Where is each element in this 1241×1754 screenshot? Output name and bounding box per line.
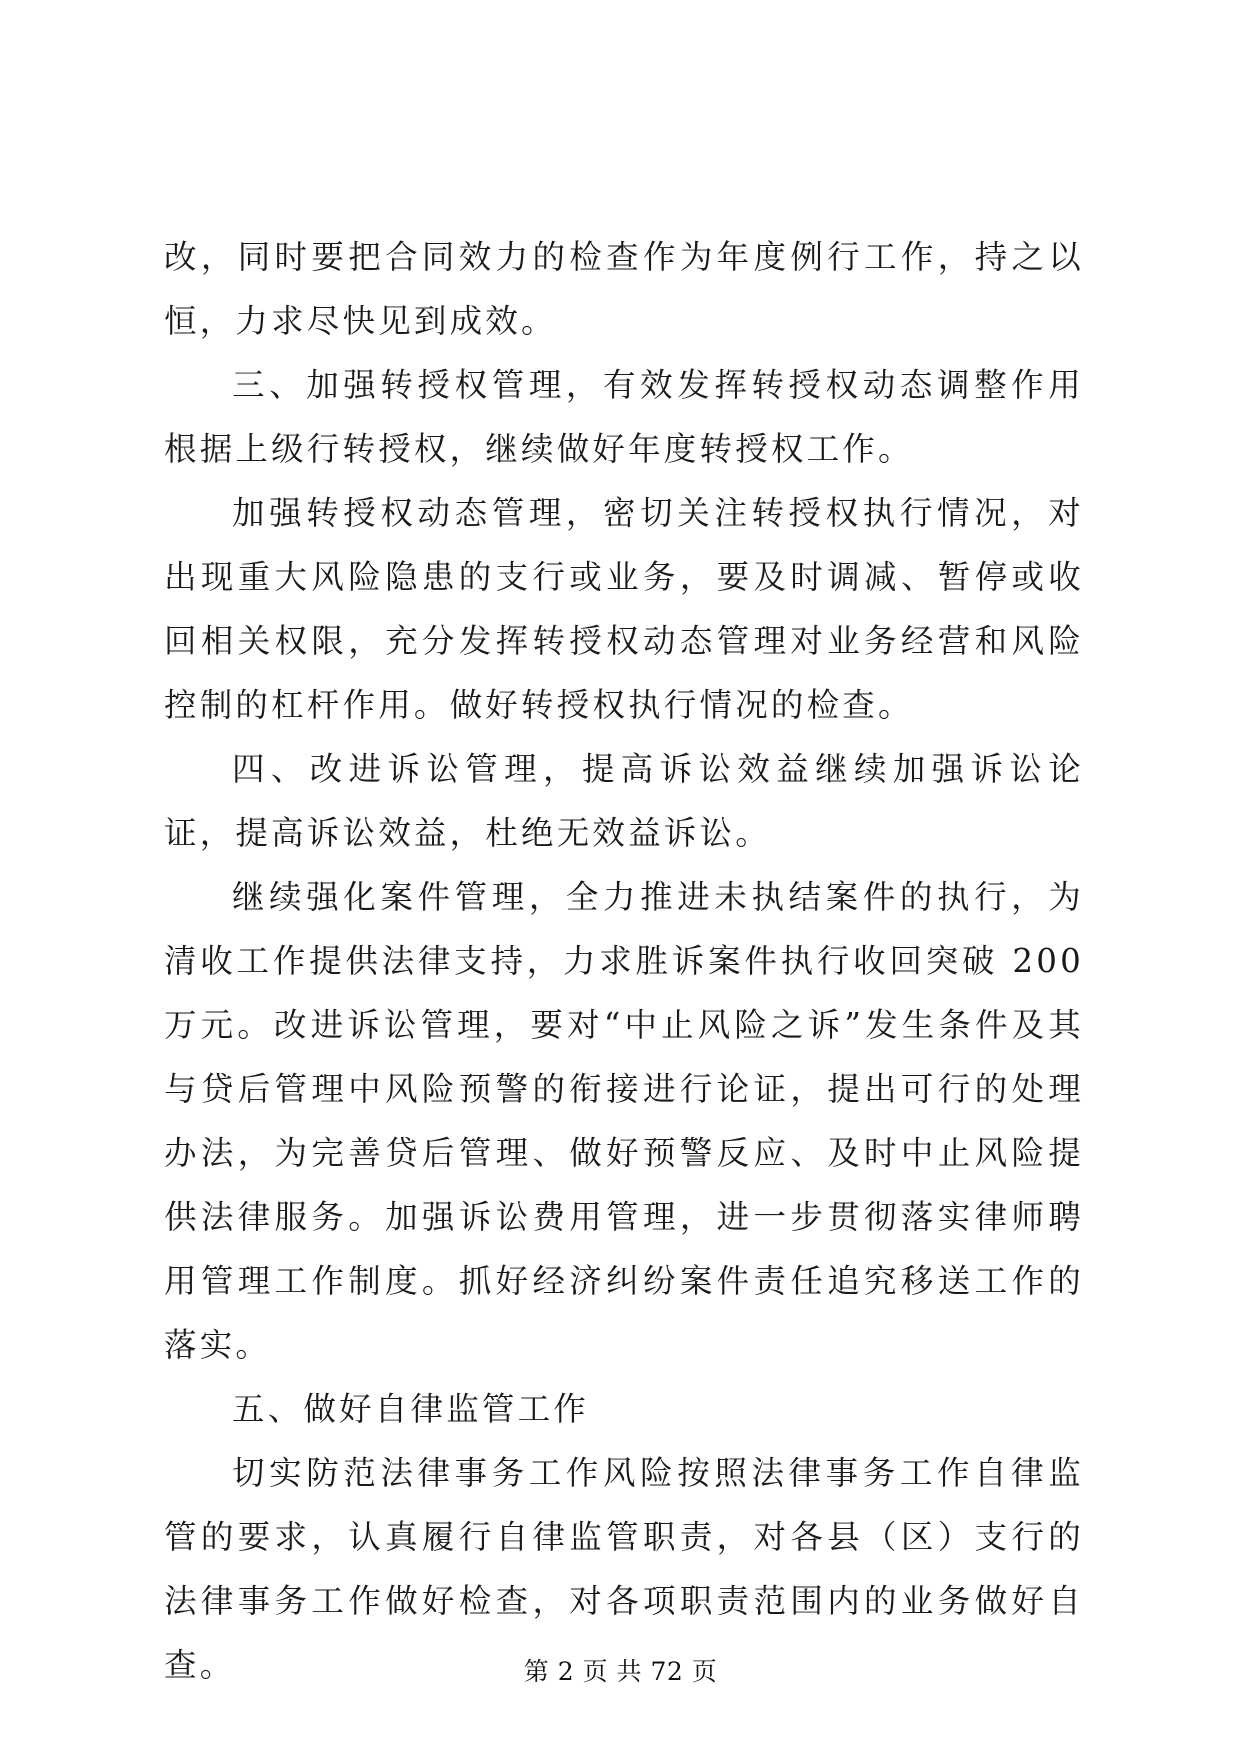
section-heading-3: 三、加强转授权管理，有效发挥转授权动态调整作用根据上级行转授权，继续做好年度转授权工作。 (164, 366, 1084, 468)
paragraph-continuation: 改，同时要把合同效力的检查作为年度例行工作，持之以恒，力求尽快见到成效。 (164, 238, 1084, 340)
page-number-footer: 第 2 页 共 72 页 (523, 1657, 718, 1686)
document-body (164, 225, 1084, 1697)
paragraph: 加强转授权动态管理，密切关注转授权执行情况，对出现重大风险隐患的支行或业务，要及时调减、暂停或收回相关权限，充分发挥转授权动态管理对业务经营和风险控制的杠杆作用。做好转授权执行情况的检查。 (164, 494, 1084, 724)
section-heading-4: 四、改进诉讼管理，提高诉讼效益继续加强诉讼论证，提高诉讼效益，杜绝无效益诉讼。 (164, 750, 1084, 852)
section-heading-5: 五、做好自律监管工作 (232, 1390, 590, 1428)
paragraph: 继续强化案件管理，全力推进未执结案件的执行，为清收工作提供法律支持，力求胜诉案件执行收回突破 200 万元。改进诉讼管理，要对“中止风险之诉”发生条件及其与贷后管理中风险预警的衔接进行论证，提出可行的处理办法，为完善贷后管理、做好预警反应、及时中止风险提供法律服务。加强诉讼费用管理，进一步贯彻落实律师聘用管理工作制度。抓好经济纠纷案件责任追究移送工作的落实。 (164, 878, 1084, 1364)
paragraph: 切实防范法律事务工作风险按照法律事务工作自律监管的要求，认真履行自律监管职责，对各县（区）支行的法律事务工作做好检查，对各项职责范围内的业务做好自查。 (164, 1454, 1084, 1684)
